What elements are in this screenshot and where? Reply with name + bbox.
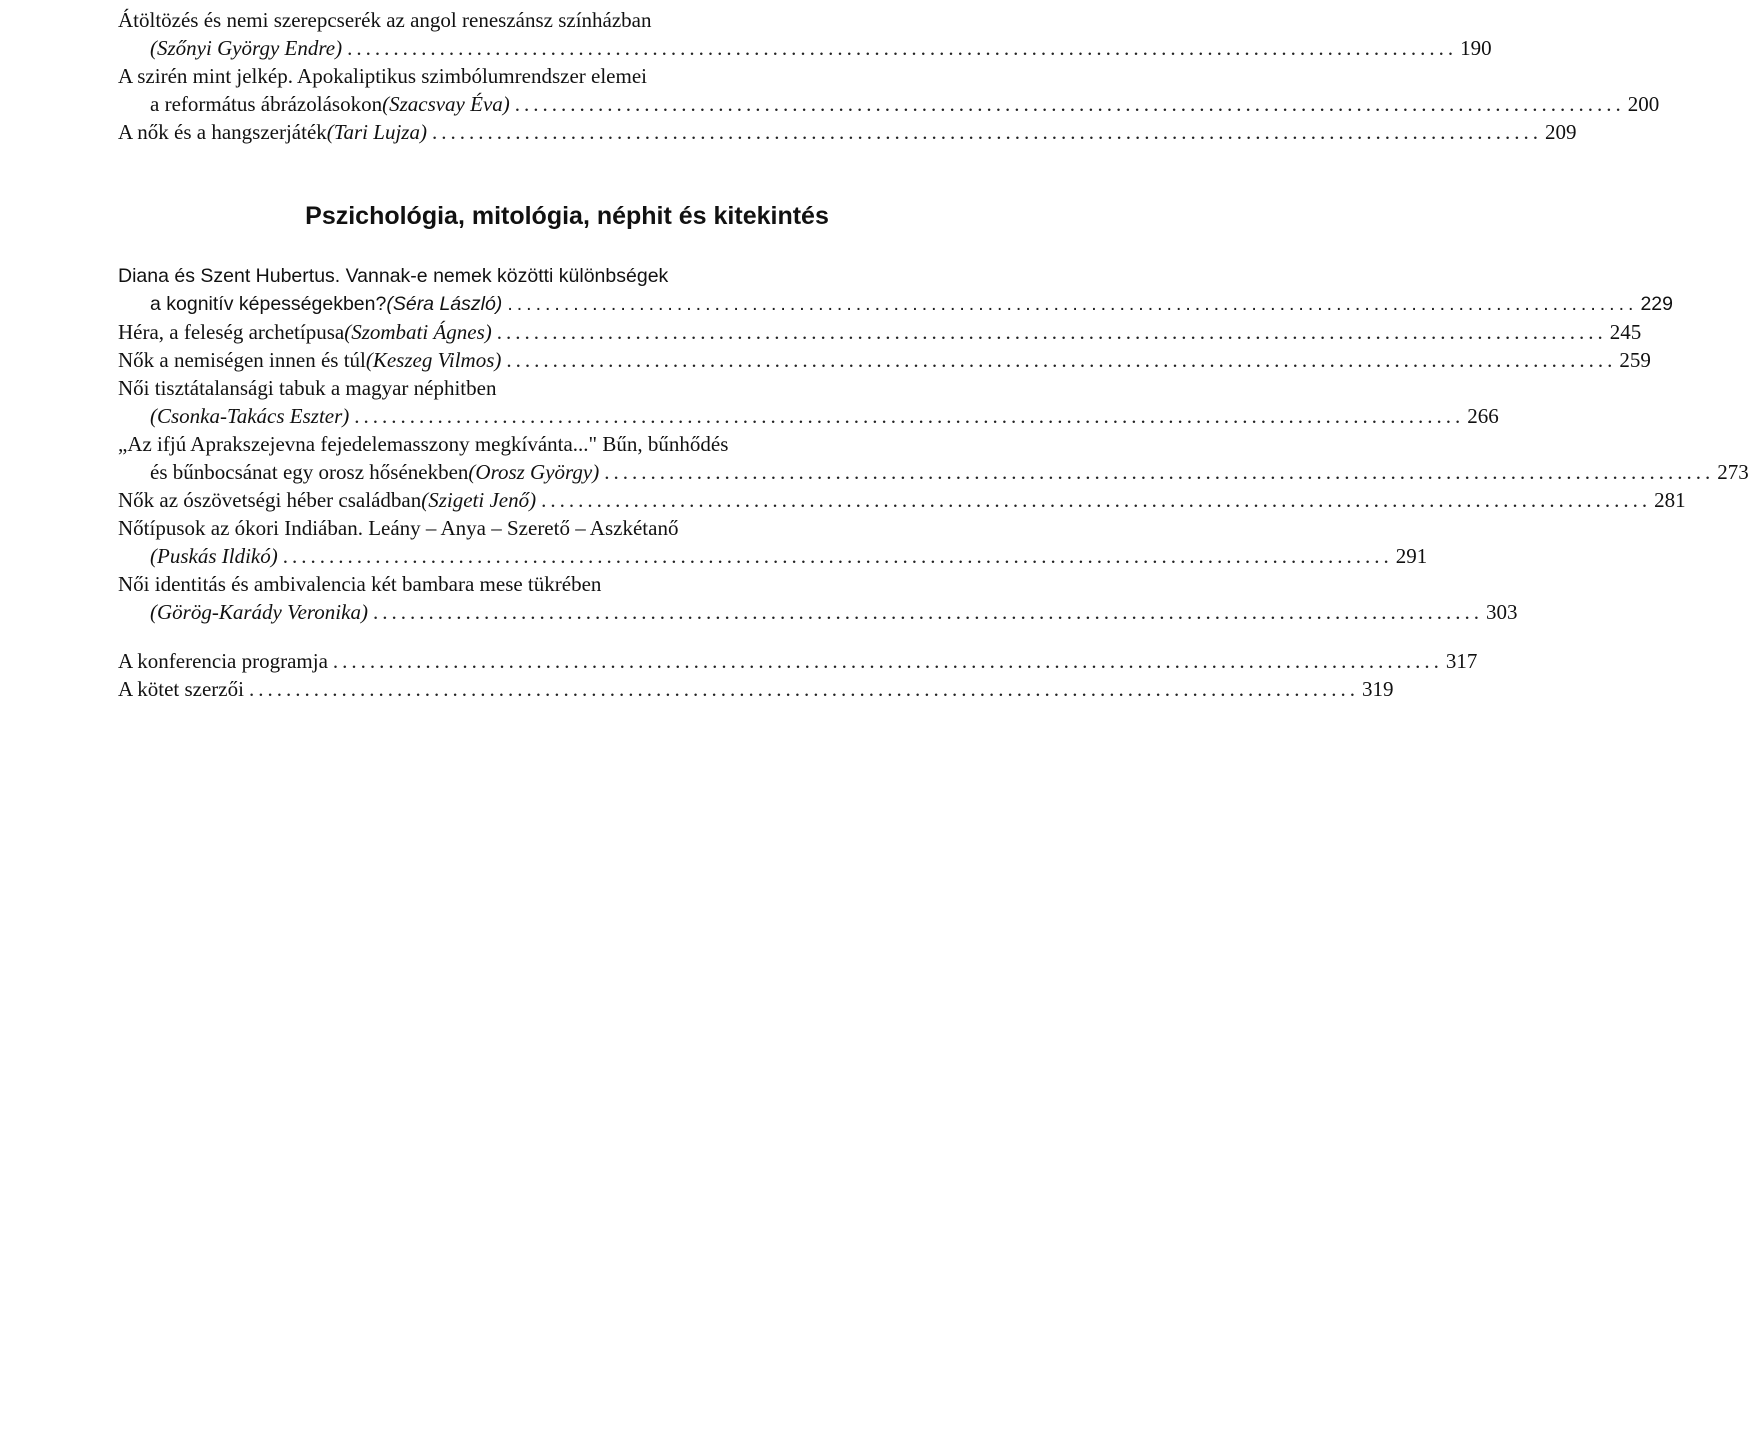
section-heading: Pszichológia, mitológia, néphit és kitekintés [305, 202, 829, 230]
toc-entry[interactable] [118, 62, 1660, 118]
toc-entry-last-line [118, 118, 1577, 146]
toc-entry-last-line [118, 647, 1478, 675]
dot-leader: ........................................................................................................................ [496, 320, 1607, 344]
dot-leader: ........................................................................................................................ [431, 120, 1542, 144]
toc-entry-title: A konferencia programja [118, 649, 328, 673]
toc-entry-last-line [118, 318, 1642, 346]
toc-entry[interactable] [118, 318, 1642, 346]
toc-entry-page-number: 259 [1619, 348, 1651, 372]
toc-entry-author: (Szőnyi György Endre) [150, 36, 343, 60]
toc-entry-title: Héra, a feleség archetípusa [118, 320, 345, 344]
toc-entry-page-number: 281 [1654, 488, 1686, 512]
toc-entry[interactable] [118, 6, 1492, 62]
toc-entry-last-line [118, 542, 1428, 570]
toc-entry-title: Nők az ószövetségi héber családban [118, 488, 422, 512]
toc-entry[interactable] [118, 346, 1651, 374]
toc-entry-author: (Szigeti Jenő) [421, 488, 537, 512]
toc-entry-title-line: Diana és Szent Hubertus. Vannak-e nemek közötti különbségek [118, 265, 669, 287]
toc-entry-author: (Séra László) [386, 293, 503, 315]
toc-entry-title: A nők és a hangszerjáték [118, 120, 327, 144]
toc-entry-title-line: Nőtípusok az ókori Indiában. Leány – Anya – Szerető – Aszkétanő [118, 516, 679, 540]
toc-entry-title-line: A szirén mint jelkép. Apokaliptikus szimbólumrendszer elemei [118, 64, 647, 88]
toc-entry-last-line [118, 458, 1749, 486]
toc-entry-last-line [118, 346, 1651, 374]
dot-leader: ........................................................................................................................ [282, 544, 1393, 568]
toc-entry-page-number: 190 [1460, 36, 1492, 60]
toc-entry-page-number: 319 [1361, 677, 1394, 701]
toc-entry[interactable] [118, 486, 1686, 514]
toc-entry-author: (Szombati Ágnes) [344, 320, 492, 344]
dot-leader: ........................................................................................................................ [507, 293, 1638, 315]
toc-entry-page-number: 229 [1640, 293, 1673, 315]
toc-entry-title: a kognitív képességekben? [150, 293, 387, 315]
toc-entry[interactable] [118, 430, 1749, 486]
toc-entry[interactable] [118, 647, 1478, 675]
toc-entry-title-line: Női tisztátalansági tabuk a magyar néphitben [118, 376, 497, 400]
dot-leader: ........................................................................................................................ [248, 677, 1359, 701]
toc-entry-last-line [118, 486, 1686, 514]
toc-entry-author: (Szacsvay Éva) [382, 92, 510, 116]
toc-entry[interactable] [118, 262, 1673, 318]
toc-entry-title-line: „Az ifjú Aprakszejevna fejedelemasszony megkívánta..." Bűn, bűnhődés [118, 432, 729, 456]
toc-entry-title: és bűnbocsánat egy orosz hősénekben [150, 460, 469, 484]
toc-entry-last-line [118, 34, 1492, 62]
toc-entry-page-number: 245 [1609, 320, 1642, 344]
toc-entry[interactable] [118, 118, 1577, 146]
toc-entry-title: A kötet szerzői [118, 677, 244, 701]
toc-entry-last-line [118, 290, 1673, 318]
toc-entry-author: (Csonka-Takács Eszter) [150, 404, 350, 428]
toc-entry[interactable] [118, 675, 1394, 703]
toc-entry-title: Nők a nemiségen innen és túl [118, 348, 366, 372]
dot-leader: ........................................................................................................................ [332, 649, 1443, 673]
toc-entry-author: (Keszeg Vilmos) [365, 348, 502, 372]
toc-entry-title-line: Női identitás és ambivalencia két bambara mese tükrében [118, 572, 602, 596]
toc-entry-author: (Puskás Ildikó) [150, 544, 278, 568]
toc-entry-page-number: 266 [1467, 404, 1499, 428]
toc-entry-last-line [118, 90, 1660, 118]
toc-list-top [118, 6, 1660, 146]
toc-entry-page-number: 291 [1395, 544, 1428, 568]
toc-entry-title: a református ábrázolásokon [150, 92, 383, 116]
toc-entry[interactable] [118, 570, 1518, 626]
dot-leader: ........................................................................................................................ [354, 404, 1465, 428]
toc-entry-last-line [118, 675, 1394, 703]
toc-entry-title-line: Átöltözés és nemi szerepcserék az angol reneszánsz színházban [118, 8, 652, 32]
toc-entry-page-number: 209 [1544, 120, 1577, 144]
toc-list-end [118, 647, 1478, 703]
toc-entry-page-number: 273 [1717, 460, 1749, 484]
dot-leader: ........................................................................................................................ [347, 36, 1458, 60]
toc-entry[interactable] [118, 514, 1428, 570]
dot-leader: ........................................................................................................................ [506, 348, 1617, 372]
dot-leader: ........................................................................................................................ [514, 92, 1625, 116]
toc-entry-page-number: 200 [1627, 92, 1660, 116]
toc-entry-last-line [118, 598, 1518, 626]
toc-entry-page-number: 317 [1445, 649, 1478, 673]
dot-leader: ........................................................................................................................ [372, 600, 1483, 624]
dot-leader: ........................................................................................................................ [541, 488, 1652, 512]
toc-entry-last-line [118, 402, 1499, 430]
toc-entry-page-number: 303 [1485, 600, 1518, 624]
toc-list-section [118, 262, 1749, 626]
toc-entry-author: (Orosz György) [468, 460, 600, 484]
toc-entry-author: (Tari Lujza) [326, 120, 427, 144]
toc-entry[interactable] [118, 374, 1499, 430]
toc-entry-author: (Görög-Karády Veronika) [150, 600, 368, 624]
dot-leader: ........................................................................................................................ [604, 460, 1715, 484]
